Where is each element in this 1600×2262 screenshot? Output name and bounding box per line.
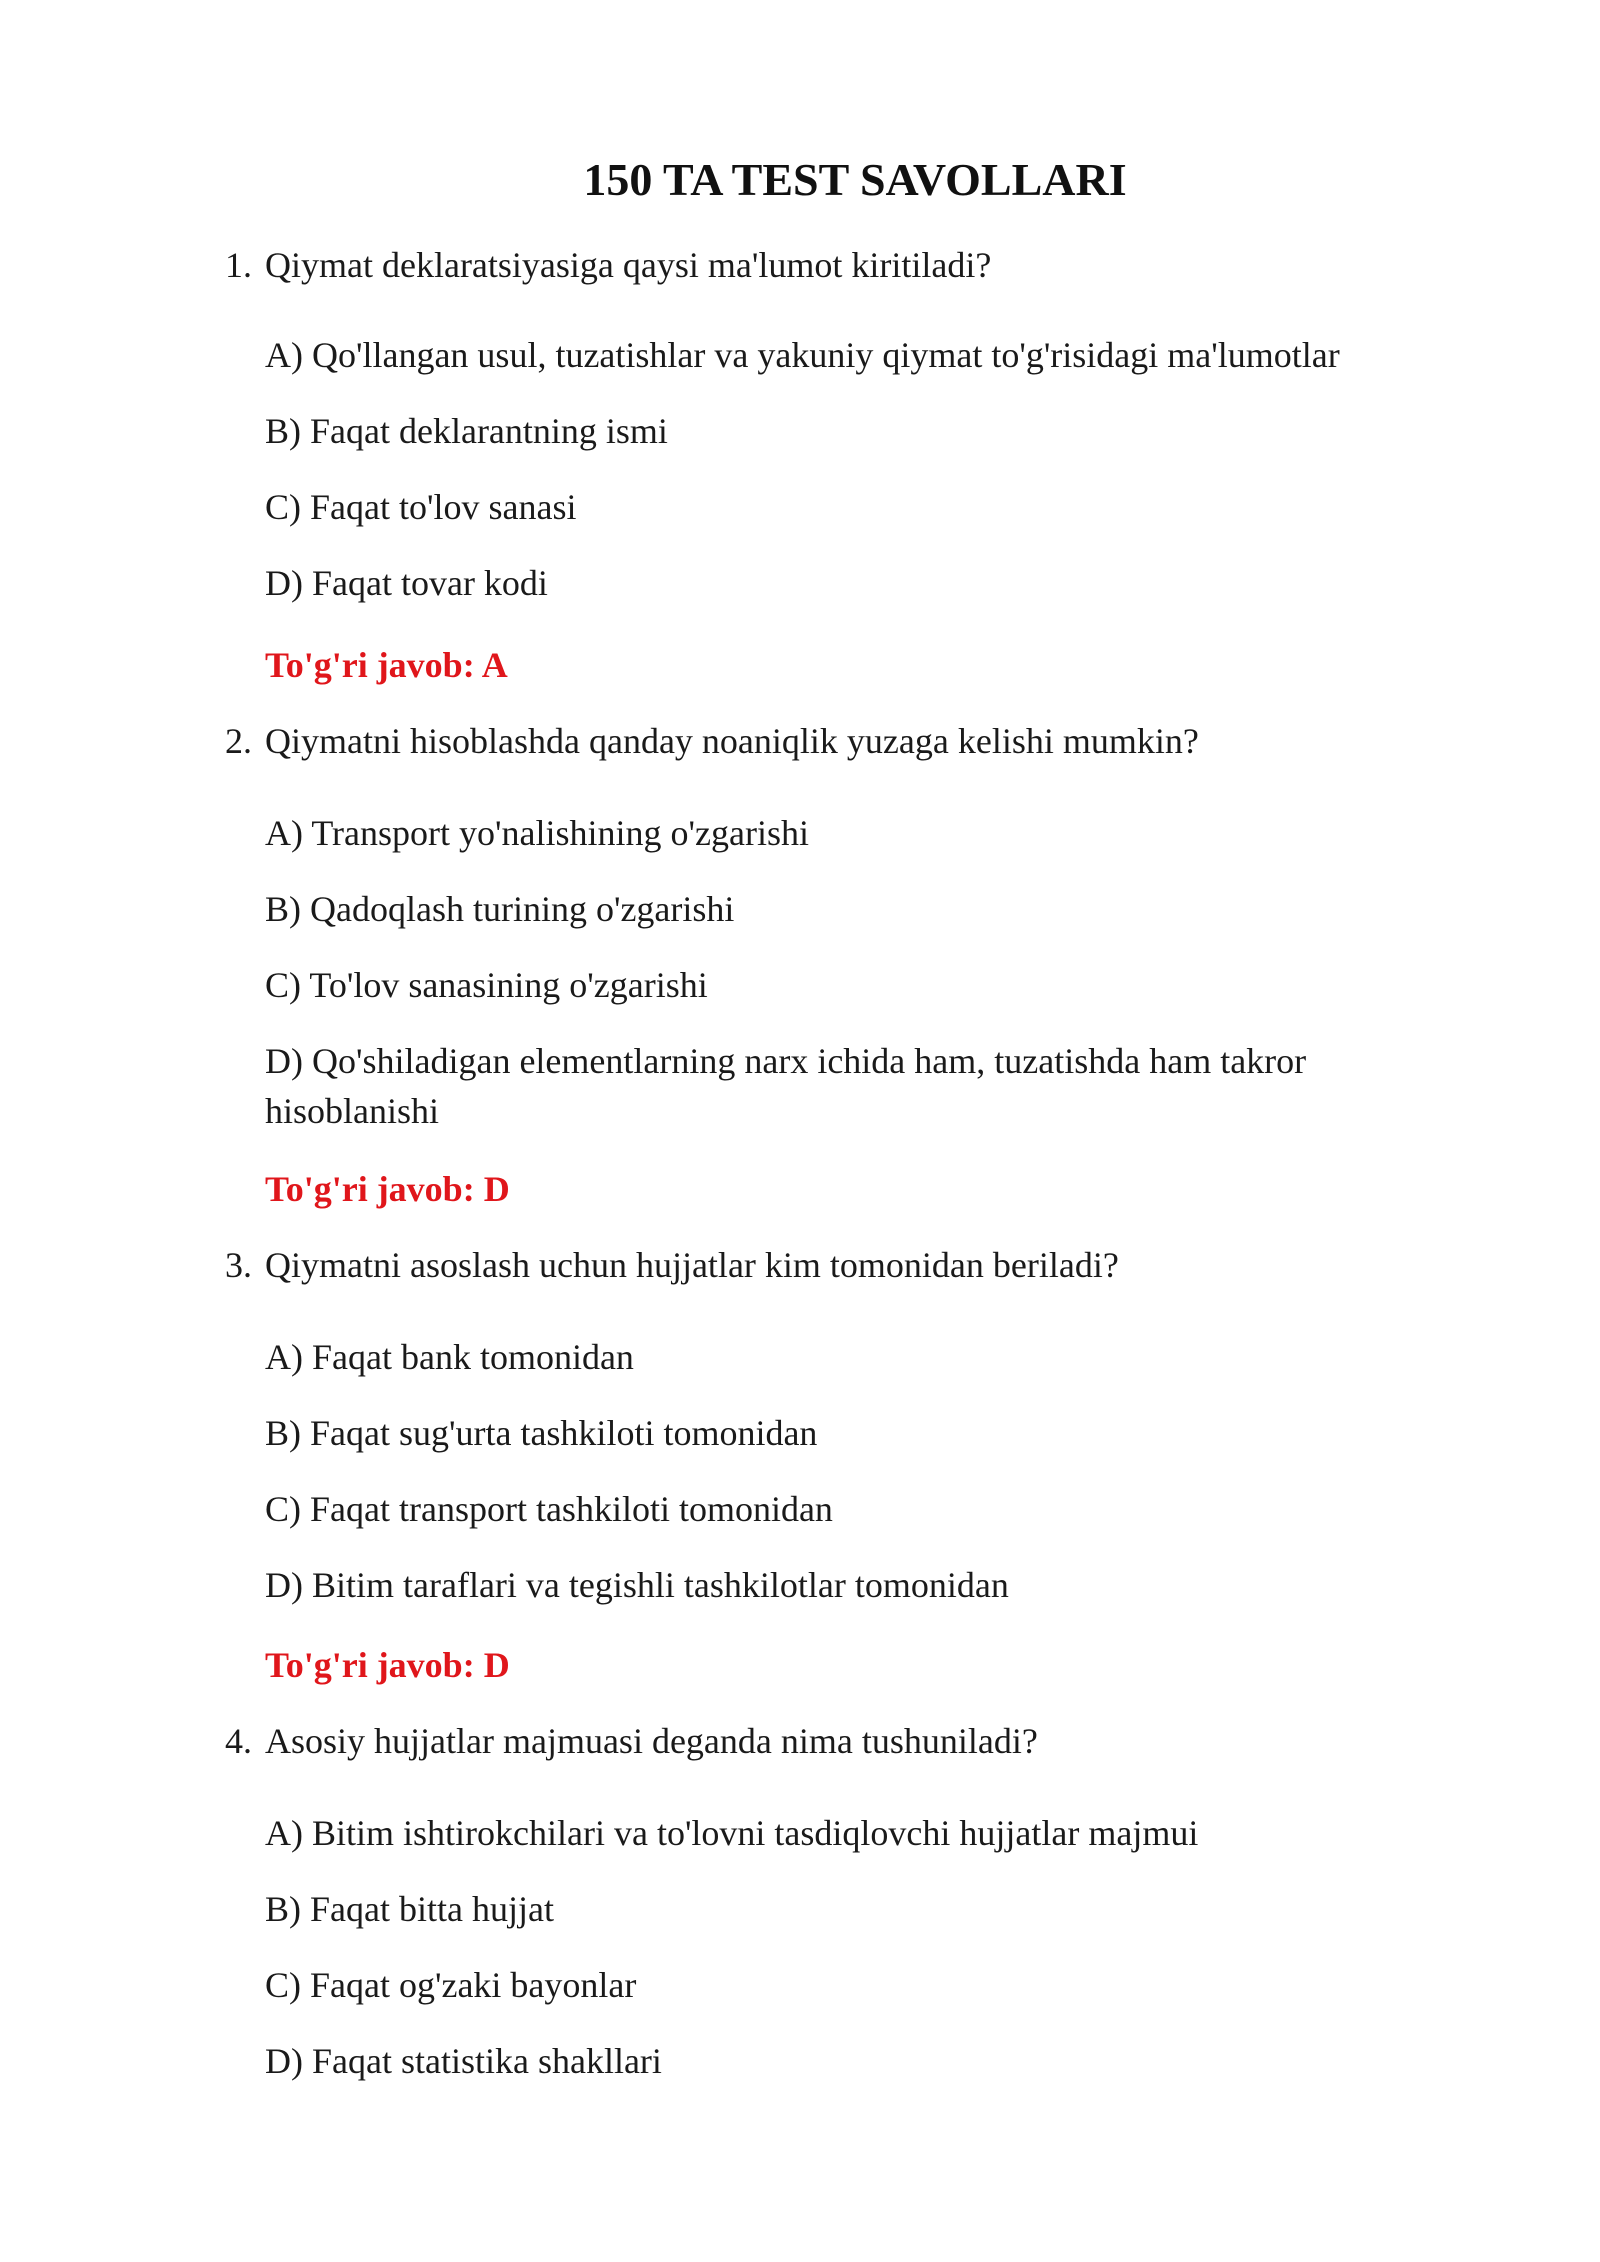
option-c: C) To'lov sanasining o'zgarishi (265, 965, 708, 1005)
option-a: A) Qo'llangan usul, tuzatishlar va yakuniy qiymat to'g'risidagi ma'lumotlar (265, 335, 1340, 375)
options-block-1 (225, 330, 1425, 608)
options-list (265, 1808, 1385, 2086)
options-list (265, 1332, 1385, 1610)
question-label: Qiymatni hisoblashda qanday noaniqlik yuzaga kelishi mumkin? (265, 721, 1199, 761)
question-number: 4. (225, 1721, 252, 1761)
options-list (265, 808, 1385, 1136)
question-number: 2. (225, 721, 252, 761)
question-text (225, 240, 1425, 290)
question-block-1 (225, 240, 1425, 290)
option-b: B) Faqat bitta hujjat (265, 1889, 554, 1929)
question-text (225, 1716, 1425, 1766)
options-block-2 (225, 808, 1425, 1136)
option-d: D) Faqat statistika shakllari (265, 2041, 662, 2081)
option-b: B) Faqat sug'urta tashkiloti tomonidan (265, 1413, 818, 1453)
question-label: Asosiy hujjatlar majmuasi deganda nima tushuniladi? (265, 1721, 1038, 1761)
correct-answer: To'g'ri javob: D (265, 1169, 510, 1209)
option-a: A) Faqat bank tomonidan (265, 1337, 634, 1377)
page-title: 150 TA TEST SAVOLLARI (583, 154, 1127, 205)
options-block-3 (225, 1332, 1425, 1610)
option-c: C) Faqat to'lov sanasi (265, 487, 577, 527)
question-number: 3. (225, 1245, 252, 1285)
question-label: Qiymatni asoslash uchun hujjatlar kim tomonidan beriladi? (265, 1245, 1119, 1285)
question-text (225, 716, 1425, 766)
options-block-4 (225, 1808, 1425, 2086)
option-a: A) Transport yo'nalishining o'zgarishi (265, 813, 809, 853)
option-d: D) Qo'shiladigan elementlarning narx ichida ham, tuzatishda ham takror hisoblanishi (265, 1041, 1307, 1131)
option-b: B) Qadoqlash turining o'zgarishi (265, 889, 735, 929)
question-block-2 (225, 716, 1425, 766)
question-number: 1. (225, 245, 252, 285)
option-b: B) Faqat deklarantning ismi (265, 411, 668, 451)
option-a: A) Bitim ishtirokchilari va to'lovni tasdiqlovchi hujjatlar majmui (265, 1813, 1199, 1853)
option-c: C) Faqat og'zaki bayonlar (265, 1965, 637, 2005)
option-d: D) Bitim taraflari va tegishli tashkilotlar tomonidan (265, 1565, 1009, 1605)
question-block-4 (225, 1716, 1425, 1766)
options-list (265, 330, 1385, 608)
question-block-3 (225, 1240, 1425, 1290)
option-c: C) Faqat transport tashkiloti tomonidan (265, 1489, 833, 1529)
correct-answer: To'g'ri javob: D (265, 1645, 510, 1685)
option-d: D) Faqat tovar kodi (265, 563, 548, 603)
question-label: Qiymat deklaratsiyasiga qaysi ma'lumot kiritiladi? (265, 245, 992, 285)
question-text (225, 1240, 1425, 1290)
correct-answer: To'g'ri javob: A (265, 645, 508, 685)
